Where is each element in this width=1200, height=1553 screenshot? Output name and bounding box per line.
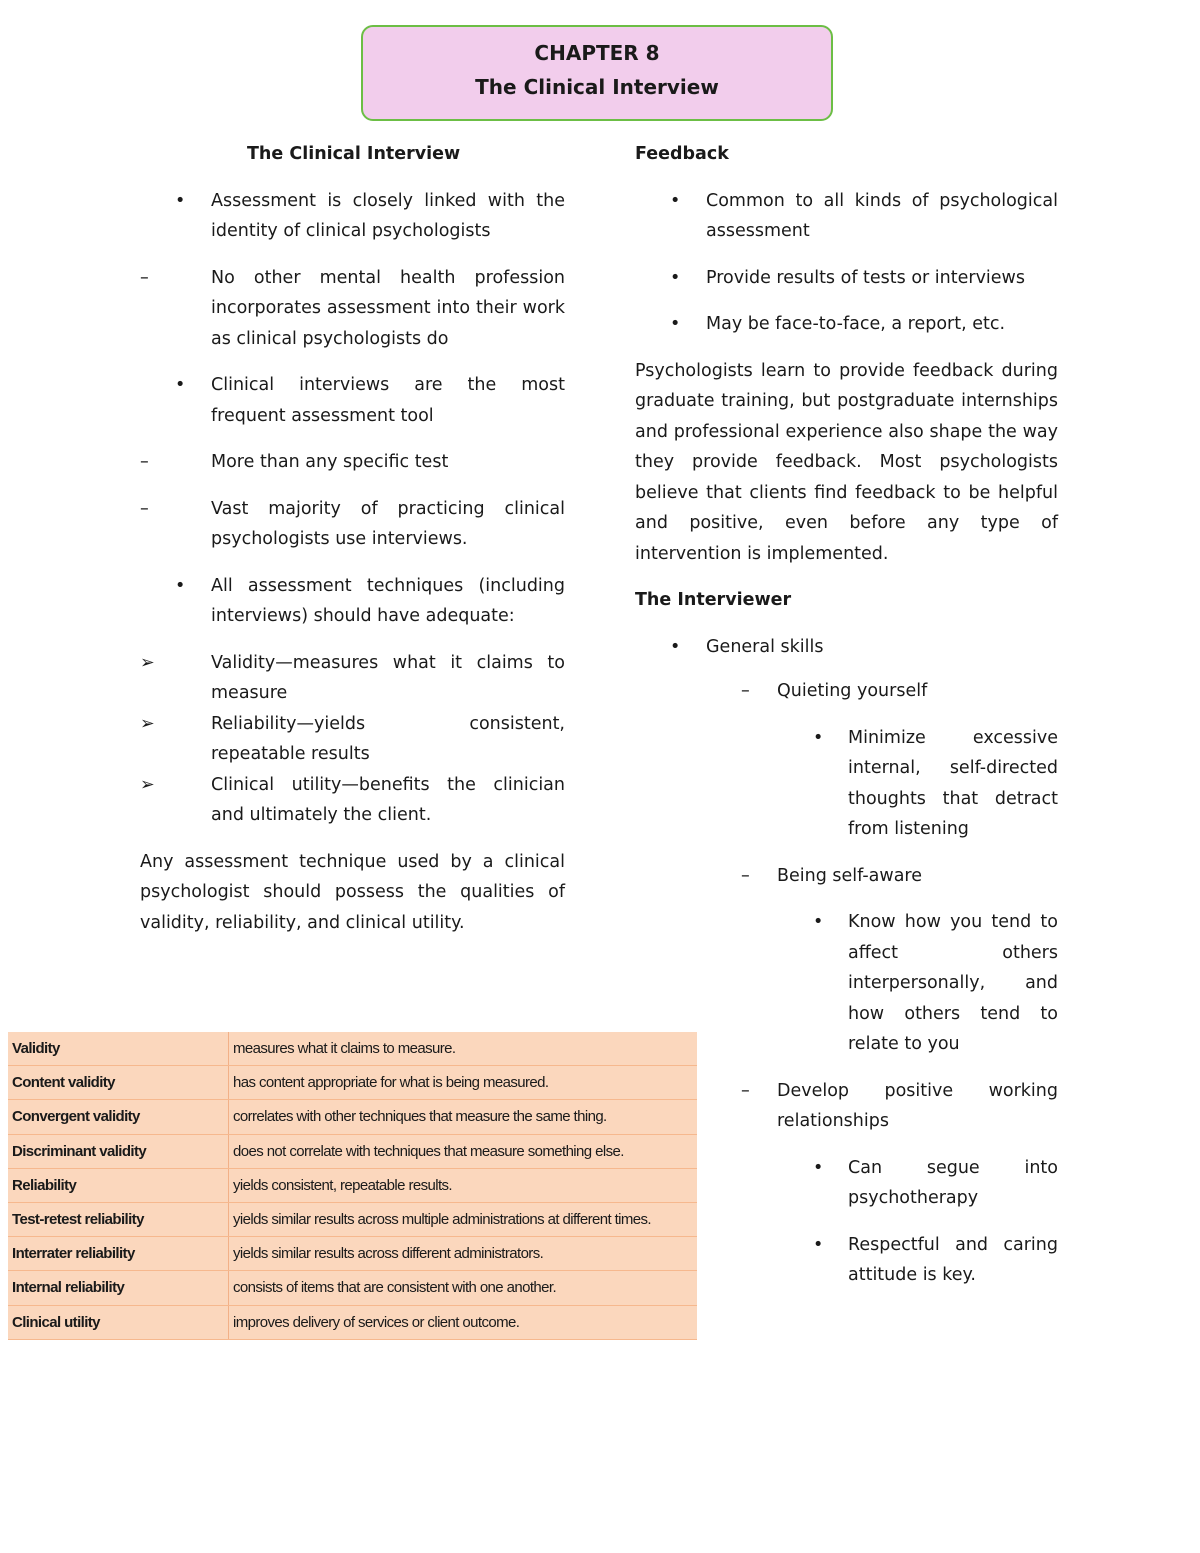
list-item (635, 676, 1058, 845)
small-bullet-icon: • (813, 1234, 824, 1255)
dash-icon: – (741, 865, 750, 886)
bullet-dot-icon: • (175, 575, 186, 596)
sub-list (140, 447, 565, 555)
term-cell: Test-retest reliability (8, 1202, 229, 1236)
list-item (777, 723, 1058, 845)
bullet-text: Clinical interviews are the most frequent assessment tool (211, 375, 565, 426)
term-cell: Content validity (8, 1066, 229, 1100)
list-item (140, 370, 565, 555)
chapter-number: CHAPTER 8 (534, 41, 660, 65)
section-heading-clinical-interview: The Clinical Interview (247, 144, 461, 164)
arrowhead-icon: ➢ (140, 713, 155, 734)
table-row (8, 1032, 697, 1066)
small-bullet-icon: • (813, 727, 824, 748)
skill-sub-text: Can segue into psychotherapy (848, 1157, 1058, 1208)
term-cell: Clinical utility (8, 1305, 229, 1339)
list-item (140, 494, 565, 555)
feedback-paragraph: Psychologists learn to provide feedback during graduate training, but postgraduate internships and professional experience also shape the way they provide feedback. Most psychologists believe that clients find feedback to be helpful and positive, even before any type of intervention is implemented. (635, 360, 1058, 564)
list-item (140, 709, 565, 770)
chapter-title-box (361, 25, 833, 121)
definition-cell: does not correlate with techniques that measure something else. (229, 1134, 698, 1168)
skills-list (706, 676, 1058, 1291)
dash-icon: – (140, 498, 149, 519)
bullet-dot-icon: • (175, 190, 186, 211)
list-item (635, 632, 1058, 663)
definition-cell: yields consistent, repeatable results. (229, 1168, 698, 1202)
skill-sub-text: Respectful and caring attitude is key. (848, 1234, 1058, 1285)
skill-text: Develop positive working relationships (777, 1080, 1058, 1131)
table-row (8, 1100, 697, 1134)
term-cell: Interrater reliability (8, 1237, 229, 1271)
list-item (140, 447, 565, 478)
skill-sub-list (777, 723, 1058, 845)
bullet-dot-icon: • (175, 375, 186, 395)
skill-sub-text: Know how you tend to affect others interpersonally, and how others tend to relate to you (848, 912, 1058, 1054)
skill-sub-list (777, 1153, 1058, 1291)
summary-paragraph: Any assessment technique used by a clinical psychologist should possess the qualities of validity, reliability, and clinical utility. (140, 851, 565, 933)
definition-cell: has content appropriate for what is being measured. (229, 1066, 698, 1100)
bullet-dot-icon: • (670, 314, 681, 334)
list-item (777, 1230, 1058, 1291)
right-column (635, 139, 1058, 1307)
table-row (8, 1305, 697, 1339)
list-item (140, 571, 565, 831)
arrow-bullet-text: Reliability—yields consistent, repeatable results (211, 713, 565, 764)
definition-cell: correlates with other techniques that measure the same thing. (229, 1100, 698, 1134)
bullet-dot-icon: • (670, 190, 681, 211)
bullet-dot-icon: • (670, 636, 681, 657)
sub-bullet-text: No other mental health profession incorporates assessment into their work as clinical psychologists do (211, 267, 565, 349)
definition-cell: measures what it claims to measure. (229, 1032, 698, 1066)
section-heading-feedback: Feedback (635, 144, 729, 164)
sub-bullet-text: Vast majority of practicing clinical psychologists use interviews. (211, 498, 565, 549)
list-item (635, 263, 1058, 294)
arrow-bullet-text: Clinical utility—benefits the clinician and ultimately the client. (211, 774, 565, 825)
table-row (8, 1066, 697, 1100)
bullet-text: General skills (706, 636, 824, 657)
term-cell: Internal reliability (8, 1271, 229, 1305)
small-bullet-icon: • (813, 1157, 824, 1178)
sub-bullet-text: More than any specific test (211, 452, 449, 472)
arrowhead-icon: ➢ (140, 774, 155, 795)
dash-icon: – (140, 267, 149, 288)
bullet-dot-icon: • (670, 267, 681, 288)
list-item (635, 186, 1058, 247)
sub-list (140, 263, 565, 355)
small-bullet-icon: • (813, 912, 824, 932)
list-item (635, 1076, 1058, 1291)
table-row (8, 1202, 697, 1236)
bullet-text: All assessment techniques (including interviews) should have adequate: (211, 575, 565, 626)
list-item (635, 309, 1058, 340)
arrow-bullet-text: Validity—measures what it claims to measure (211, 652, 565, 703)
section-heading-interviewer: The Interviewer (635, 590, 792, 610)
list-item (140, 263, 565, 355)
skill-sub-text: Minimize excessive internal, self-directed thoughts that detract from listening (848, 727, 1058, 839)
table-row (8, 1134, 697, 1168)
term-cell: Convergent validity (8, 1100, 229, 1134)
assessment-terms-table (8, 1032, 697, 1340)
definition-cell: improves delivery of services or client outcome. (229, 1305, 698, 1339)
arrowhead-icon: ➢ (140, 652, 155, 673)
definition-cell: consists of items that are consistent with one another. (229, 1271, 698, 1305)
skill-text: Being self-aware (777, 865, 922, 886)
list-item (140, 648, 565, 709)
interviewer-bullet-list (635, 632, 1058, 663)
feedback-bullet-list (635, 186, 1058, 340)
bullet-text: May be face-to-face, a report, etc. (706, 314, 1006, 334)
list-item (140, 186, 565, 355)
bullet-text: Assessment is closely linked with the identity of clinical psychologists (211, 190, 565, 241)
term-cell: Reliability (8, 1168, 229, 1202)
term-cell: Discriminant validity (8, 1134, 229, 1168)
left-column (140, 139, 565, 954)
table-row (8, 1168, 697, 1202)
list-item (635, 861, 1058, 1060)
term-cell: Validity (8, 1032, 229, 1066)
dash-icon: – (741, 681, 750, 701)
table-row (8, 1271, 697, 1305)
dash-icon: – (140, 452, 149, 472)
bullet-text: Provide results of tests or interviews (706, 267, 1025, 288)
skill-sub-list (777, 907, 1058, 1060)
definition-cell: yields similar results across multiple administrations at different times. (229, 1202, 698, 1236)
chapter-title: The Clinical Interview (475, 75, 719, 99)
table-row (8, 1237, 697, 1271)
left-bullet-list (140, 186, 565, 831)
skill-text: Quieting yourself (777, 681, 928, 701)
list-item (777, 907, 1058, 1060)
list-item (140, 770, 565, 831)
dash-icon: – (741, 1080, 750, 1101)
list-item (777, 1153, 1058, 1214)
definition-cell: yields similar results across different administrators. (229, 1237, 698, 1271)
bullet-text: Common to all kinds of psychological assessment (706, 190, 1058, 241)
arrow-sub-list (140, 648, 565, 831)
